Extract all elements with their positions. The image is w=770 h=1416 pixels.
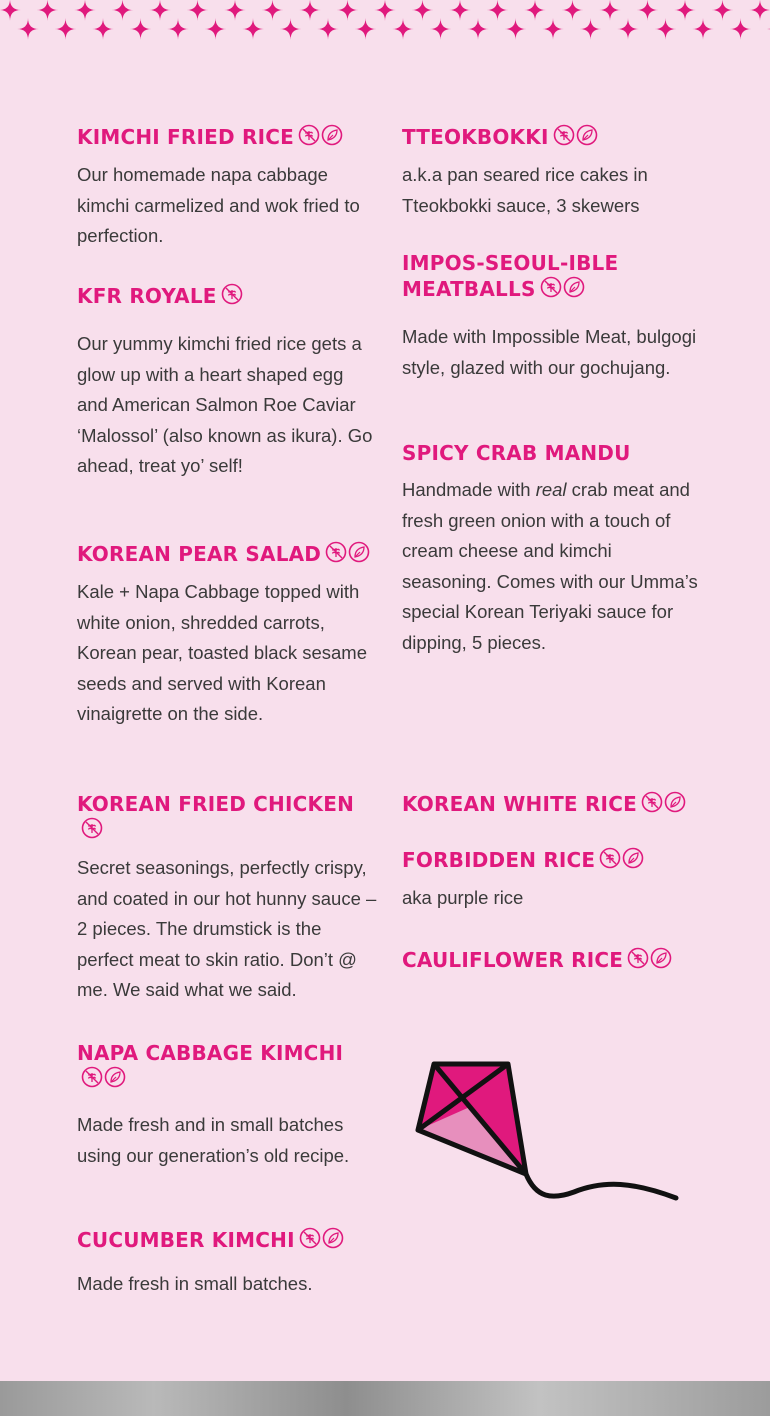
star-shape xyxy=(692,18,714,40)
star-shape xyxy=(224,0,246,21)
star-shape xyxy=(37,0,59,21)
star-shape xyxy=(74,0,96,21)
star-shape xyxy=(299,0,321,21)
star-shape xyxy=(112,0,134,21)
gluten-free-icon xyxy=(553,124,575,146)
diet-icons xyxy=(599,847,644,869)
gluten-free-icon xyxy=(641,791,663,813)
item-title: CAULIFLOWER RICE xyxy=(402,948,624,972)
star-shape xyxy=(374,0,396,21)
menu-item-impos-seoul-ible-meatballs xyxy=(402,250,702,383)
menu-item-korean-white-rice xyxy=(402,791,702,817)
star-shape xyxy=(17,18,39,40)
vegan-icon xyxy=(622,847,644,869)
menu-item-tteokbokki xyxy=(402,124,702,221)
item-description: a.k.a pan seared rice cakes in Tteokbokki sauce, 3 skewers xyxy=(402,164,648,216)
diet-icons xyxy=(627,947,672,969)
star-shape xyxy=(505,18,527,40)
item-title: KOREAN FRIED CHICKEN xyxy=(77,792,355,816)
star-shape xyxy=(92,18,114,40)
gluten-free-icon xyxy=(599,847,621,869)
diet-icons xyxy=(299,1227,344,1249)
item-description: Made with Impossible Meat, bulgogi style, glazed with our gochujang. xyxy=(402,326,697,378)
gluten-free-icon xyxy=(221,283,243,305)
menu-item-cucumber-kimchi xyxy=(77,1227,377,1300)
star-shape xyxy=(712,0,734,21)
item-title: KFR ROYALE xyxy=(77,284,217,308)
star-shape xyxy=(55,18,77,40)
diet-icons xyxy=(641,791,686,813)
item-description: Made fresh in small batches. xyxy=(77,1273,313,1294)
vegan-icon xyxy=(104,1066,126,1088)
star-shape xyxy=(0,0,21,21)
diet-icons xyxy=(221,283,243,305)
star-shape xyxy=(392,18,414,40)
item-title: KIMCHI FRIED RICE xyxy=(77,125,294,149)
star-shape xyxy=(205,18,227,40)
item-title: CUCUMBER KIMCHI xyxy=(77,1228,295,1252)
star-shape xyxy=(599,0,621,21)
vegan-icon xyxy=(322,1227,344,1249)
star-shape xyxy=(749,0,770,21)
item-title: FORBIDDEN RICE xyxy=(402,848,596,872)
item-description: Kale + Napa Cabbage topped with white onion, shredded carrots, Korean pear, toasted black sesame seeds and served with Korean vinaigrette on the side. xyxy=(77,581,368,725)
star-shape xyxy=(412,0,434,21)
menu-item-cauliflower-rice xyxy=(402,947,702,973)
diet-icons xyxy=(81,1066,126,1088)
item-description: Our homemade napa cabbage kimchi carmelized and wok fried to perfection. xyxy=(77,164,360,247)
star-shape xyxy=(637,0,659,21)
item-title: SPICY CRAB MANDU xyxy=(402,441,631,465)
star-shape xyxy=(617,18,639,40)
star-shape xyxy=(730,18,752,40)
diet-icons xyxy=(540,276,585,298)
vegan-icon xyxy=(576,124,598,146)
star-shape xyxy=(562,0,584,21)
vegan-icon xyxy=(664,791,686,813)
gluten-free-icon xyxy=(81,817,103,839)
star-shape xyxy=(280,18,302,40)
item-description: aka purple rice xyxy=(402,887,524,908)
gluten-free-icon xyxy=(299,1227,321,1249)
star-shape xyxy=(355,18,377,40)
item-description: Handmade with real crab meat and fresh green onion with a touch of cream cheese and kimchi seasoning. Comes with our Umma’s special Korean Teriyaki sauce for dipping, 5 pieces. xyxy=(402,479,698,653)
diet-icons xyxy=(81,817,103,839)
star-shape xyxy=(449,0,471,21)
gluten-free-icon xyxy=(325,541,347,563)
menu-item-napa-cabbage-kimchi xyxy=(77,1040,377,1171)
gluten-free-icon xyxy=(540,276,562,298)
vegan-icon xyxy=(348,541,370,563)
star-shape xyxy=(262,0,284,21)
menu-item-forbidden-rice xyxy=(402,847,702,914)
vegan-icon xyxy=(321,124,343,146)
star-shape xyxy=(317,18,339,40)
star-shape xyxy=(187,0,209,21)
menu-item-korean-fried-chicken xyxy=(77,791,377,1006)
vegan-icon xyxy=(563,276,585,298)
star-shape xyxy=(542,18,564,40)
star-shape xyxy=(337,0,359,21)
item-title: IMPOS-SEOUL-IBLE MEATBALLS xyxy=(402,251,619,301)
kite-illustration xyxy=(414,1058,680,1204)
menu-item-kimchi-fried-rice xyxy=(77,124,377,252)
vegan-icon xyxy=(650,947,672,969)
diet-icons xyxy=(325,541,370,563)
photo-strip xyxy=(0,1381,770,1416)
star-shape xyxy=(242,18,264,40)
star-shape xyxy=(674,0,696,21)
star-shape xyxy=(580,18,602,40)
star-border xyxy=(0,0,770,48)
star-shape xyxy=(487,0,509,21)
menu-item-kfr-royale xyxy=(77,283,377,482)
menu-item-korean-pear-salad xyxy=(77,541,377,730)
gluten-free-icon xyxy=(298,124,320,146)
diet-icons xyxy=(553,124,598,146)
star-shape xyxy=(149,0,171,21)
star-shape xyxy=(430,18,452,40)
gluten-free-icon xyxy=(627,947,649,969)
item-title: KOREAN WHITE RICE xyxy=(402,792,637,816)
diet-icons xyxy=(298,124,343,146)
menu-item-spicy-crab-mandu xyxy=(402,440,702,659)
item-description: Made fresh and in small batches using our generation’s old recipe. xyxy=(77,1114,350,1166)
star-shape xyxy=(655,18,677,40)
star-shape xyxy=(524,0,546,21)
star-shape xyxy=(130,18,152,40)
star-shape xyxy=(467,18,489,40)
item-title: TTEOKBOKKI xyxy=(402,125,549,149)
item-title: NAPA CABBAGE KIMCHI xyxy=(77,1041,344,1065)
gluten-free-icon xyxy=(81,1066,103,1088)
star-shape xyxy=(167,18,189,40)
item-description: Our yummy kimchi fried rice gets a glow up with a heart shaped egg and American Salmon Roe Caviar ‘Malossol’ (also known as ikura). Go ahead, treat yo’ self! xyxy=(77,333,373,477)
item-description: Secret seasonings, perfectly crispy, and coated in our hot hunny sauce – 2 pieces. The drumstick is the perfect meat to skin ratio. Don’t @ me. We said what we said. xyxy=(77,857,377,1001)
item-title: KOREAN PEAR SALAD xyxy=(77,542,322,566)
